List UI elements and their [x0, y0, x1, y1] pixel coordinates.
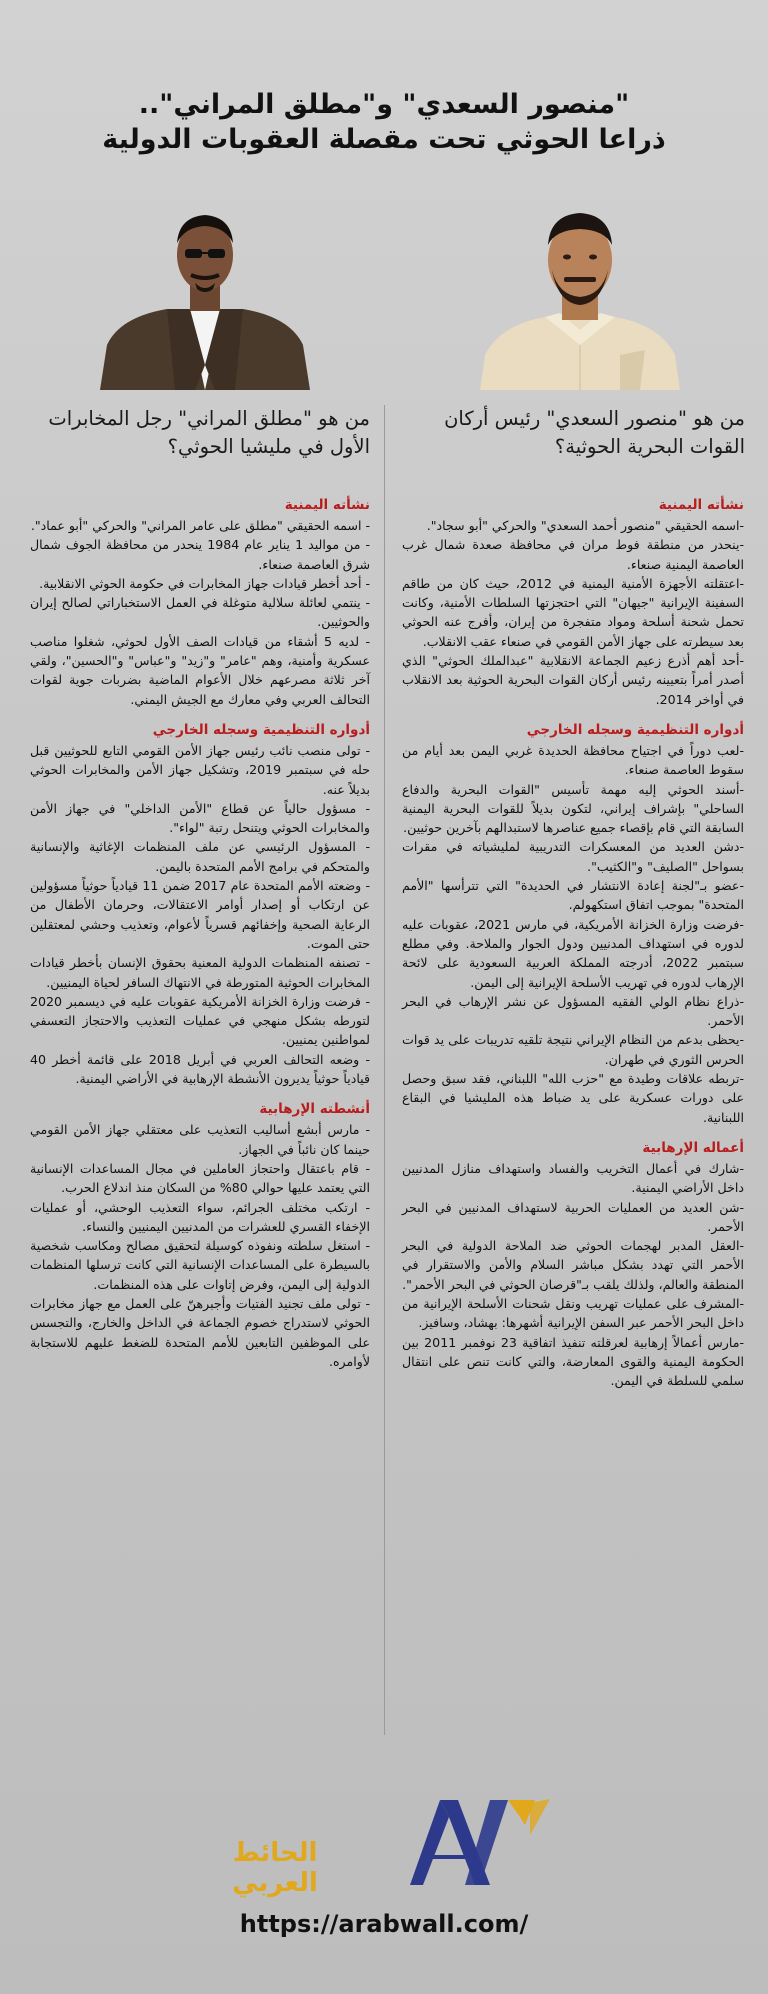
list-item: - تولى منصب نائب رئيس جهاز الأمن القومي التابع للحوثيين قبل حله في سبتمبر 2019، وتشكيل جهاز الأمن والمخابرات الحوثي بديلاً عنه. — [30, 742, 370, 797]
list-item: -مارس أعمالاً إرهابية لعرقلته تنفيذ اتفاقية 23 نوفمبر 2011 بين الحكومة اليمنية والقوى المعارضة، والتي كانت تنص على انتقال سلمي للسلطة في اليمن. — [402, 1334, 744, 1389]
section-list — [30, 741, 370, 1088]
section-title: نشأته اليمنية — [284, 497, 370, 513]
column-mansour — [402, 490, 744, 1400]
list-item: -لعب دوراً في اجتياح محافظة الحديدة غربي اليمن بعد أيام من سقوط العاصمة صنعاء. — [402, 742, 744, 778]
portrait-mansour-alsaadi — [470, 205, 690, 390]
list-item: - تولى ملف تجنيد الفتيات وأجبرهنّ على العمل مع جهاز مخابرات الحوثي لاستدراج خصوم الجماعة في الداخل والخارج، والتجسس على الموظفين التابعين للأمم المتحدة للضغط عليهم للاستجابة لأوامره. — [30, 1295, 370, 1369]
column-divider — [384, 405, 385, 1735]
section-title: أدواره التنظيمية وسجله الخارجي — [152, 721, 370, 738]
list-item: - وضعه التحالف العربي في أبريل 2018 على قائمة أخطر 40 قيادياً حوثياً يديرون الأنشطة الإرهابية في الأراضي اليمنية. — [30, 1051, 370, 1087]
section-title: أدواره التنظيمية وسجله الخارجي — [526, 721, 744, 738]
list-item: - لديه 5 أشقاء من قيادات الصف الأول لحوثي، شغلوا مناصب عسكرية وأمنية، وهم "عامر" و"زيد" و"عباس" و"الحسين"، ولقي آخر ثلاثة مصرعهم خلال الأعوام الماضية بضربات جوية لقوات التحالف العربي وفي معارك مع الجيش اليمني. — [30, 633, 370, 707]
logo-text: الحائط العربي — [232, 1838, 318, 1898]
section-title: أعماله الإرهابية — [642, 1139, 744, 1156]
list-item: - مارس أبشع أساليب التعذيب على معتقلي جهاز الأمن القومي حينما كان نائباً في الجهاز. — [30, 1122, 370, 1157]
list-item: -اعتقلته الأجهزة الأمنية اليمنية في 2012، حيث كان من طاقم السفينة الإيرانية "جيهان" التي احتجزتها السلطات الأمنية، وكانت تحمل شحنة أسلحة ومواد متفجرة من إيران، وأفرج عنه الحوثي بعد سيطرته على جهاز الأمن القومي في صنعاء عقب الانقلاب. — [402, 575, 744, 649]
list-item: -فرضت وزارة الخزانة الأمريكية، في مارس 2021، عقوبات عليه لدوره في استهداف المدنيين ودول الجوار والملاحة. وفي مطلع سبتمبر 2022، أدرجته المملكة العربية السعودية على لائحة الإرهاب لدوره في تهريب الأسلحة الإيرانية إلى اليمن. — [402, 916, 745, 990]
list-item: - اسمه الحقيقي "مطلق على عامر المراني" والحركي "أبو عماد". — [30, 518, 370, 533]
section-upbringing — [30, 494, 370, 709]
section-roles — [402, 719, 744, 1127]
list-item: -اسمه الحقيقي "منصور أحمد السعدي" والحركي "أبو سجاد". — [426, 518, 744, 533]
list-item: - المسؤول الرئيسي عن ملف المنظمات الإغاثية والإنسانية والمتحكم في برامج الأمم المتحدة باليمن. — [30, 839, 370, 874]
section-list — [30, 516, 370, 709]
title-line-1: "منصور السعدي" و"مطلق المراني".. — [138, 89, 630, 120]
question-mutlaq: من هو "مطلق المراني" رجل المخابرات الأول في مليشيا الحوثي؟ — [48, 407, 370, 458]
list-item: - ارتكب مختلف الجرائم، سواء التعذيب الوحشي، أو عمليات الإخفاء القسري للعشرات من المدنيين اليمنيين والنساء. — [30, 1199, 370, 1234]
list-item: -المشرف على عمليات تهريب ونقل شحنات الأسلحة الإيرانية من داخل البحر الأحمر عبر السفن الإيرانية أشهرها: بهشاد، وسافيز. — [402, 1295, 744, 1331]
portrait-mutlaq-almarani — [95, 205, 315, 390]
list-item: - استغل سلطته ونفوذه كوسيلة لتحقيق مصالح ومكاسب شخصية بالسيطرة على المساعدات الإنسانية التي كانت ترسلها المنظمات الدولية إلى اليمن، وفرض إتاوات على هذه المنظمات. — [30, 1238, 370, 1292]
section-roles — [30, 719, 370, 1088]
list-item: - ينتمي لعائلة سلالية متوغلة في العمل الاستخباراتي لصالح إيران والحوثيين. — [30, 595, 370, 630]
section-list — [402, 1159, 744, 1391]
list-item: - تصنفه المنظمات الدولية المعنية بحقوق الإنسان بأخطر قيادات المخابرات الحوثية المتورطة في الانتهاك السافر لحياة اليمنيين. — [30, 955, 370, 990]
website-url[interactable]: https://arabwall.com/ — [239, 1910, 529, 1938]
list-item: -ذراع نظام الولي الفقيه المسؤول عن نشر الإرهاب في البحر الأحمر. — [402, 993, 744, 1029]
section-list — [402, 516, 744, 709]
section-title: نشأته اليمنية — [658, 497, 744, 513]
list-item: - قام باعتقال واحتجاز العاملين في مجال المساعدات الإنسانية التي يعتمد عليها حوالي 80% من السكان منذ اندلاع الحرب. — [30, 1160, 370, 1196]
section-terror-activities — [30, 1098, 370, 1371]
list-item: -شن العديد من العمليات الحربية لاستهداف المدنيين في البحر الأحمر. — [402, 1199, 744, 1234]
list-item: -أحد أهم أذرع زعيم الجماعة الانقلابية "عبدالملك الحوثي" الذي أصدر أمراً بتعيينه رئيس أركان القوات البحرية الحوثية بعد الانقلاب في أواخر 2014. — [402, 653, 744, 707]
page-title — [0, 88, 768, 158]
list-item: - وضعته الأمم المتحدة عام 2017 ضمن 11 قيادياً حوثياً مسؤولين عن ارتكاب أو إصدار أوامر الاعتقالات، وحرمان الأطفال من الرعاية الصحية وإخفائهم قسرياً لأعوام، وتعذيب وحشي لمعتقلين حتى الموت. — [30, 878, 370, 951]
question-mansour: من هو "منصور السعدي" رئيس أركان القوات البحرية الحوثية؟ — [444, 407, 745, 458]
list-item: -عضو بـ"لجنة إعادة الانتشار في الحديدة" التي تترأسها "الأمم المتحدة" بموجب اتفاق استكهولم. — [402, 878, 744, 913]
section-title: أنشطته الإرهابية — [259, 1101, 370, 1118]
list-item: -العقل المدبر لهجمات الحوثي ضد الملاحة الدولية في البحر الأحمر التي تهدد بشكل مباشر السلام والأمن والاستقرار في المنطقة والعالم، ولذلك يلقب بـ"قرصان الحوثي في البحر الأحمر". — [402, 1238, 744, 1292]
list-item: - مسؤول حالياً عن قطاع "الأمن الداخلي" في جهاز الأمن والمخابرات الحوثي ويتنحل رتبة "لواء". — [30, 800, 370, 836]
title-line-2: ذراعا الحوثي تحت مقصلة العقوبات الدولية — [102, 124, 666, 155]
list-item: -دشن العديد من المعسكرات التدريبية لمليشياته في مقرات بسواحل "الصليف" و"الكثيب". — [402, 839, 744, 874]
column-mutlaq — [30, 490, 370, 1381]
section-list — [30, 1120, 370, 1371]
list-item: -يحظى بدعم من النظام الإيراني نتيجة تلقيه تدريبات على يد قوات الحرس الثوري في طهران. — [402, 1032, 744, 1067]
list-item: - أحد أخطر قيادات جهاز المخابرات في حكومة الحوثي الانقلابية. — [39, 575, 370, 591]
list-item: -أسند الحوثي إليه مهمة تأسيس "القوات البحرية والدفاع الساحلي" بإشراف إيراني، لتكون بديلاً للقوات البحرية اليمنية السابقة التي قام بإقصاء جميع عناصرها لاستبدالهم بآخرين حوثيين. — [402, 781, 744, 836]
list-item: -شارك في أعمال التخريب والفساد واستهداف منازل المدنيين داخل الأراضي اليمنية. — [402, 1160, 744, 1196]
section-list — [402, 741, 744, 1127]
section-terror-acts — [402, 1137, 744, 1391]
list-item: - من مواليد 1 يناير عام 1984 ينحدر من محافظة الجوف شمال شرق العاصمة صنعاء. — [30, 537, 370, 572]
list-item: -تربطه علاقات وطيدة مع "حزب الله" اللبناني، فقد سبق وحصل على دورات عسكرية على يد ضباط هذه المليشيا في البقاع اللبنانية. — [402, 1071, 744, 1125]
section-upbringing — [402, 494, 744, 709]
list-item: - فرضت وزارة الخزانة الأمريكية عقوبات عليه في ديسمبر 2020 لتورطه بشكل منهجي في عمليات التعذيب والاحتجاز التعسفي لمواطنين يمنيين. — [30, 993, 370, 1048]
list-item: -ينحدر من منطقة فوط مران في محافظة صعدة شمال غرب العاصمة اليمنية صنعاء. — [402, 537, 744, 572]
